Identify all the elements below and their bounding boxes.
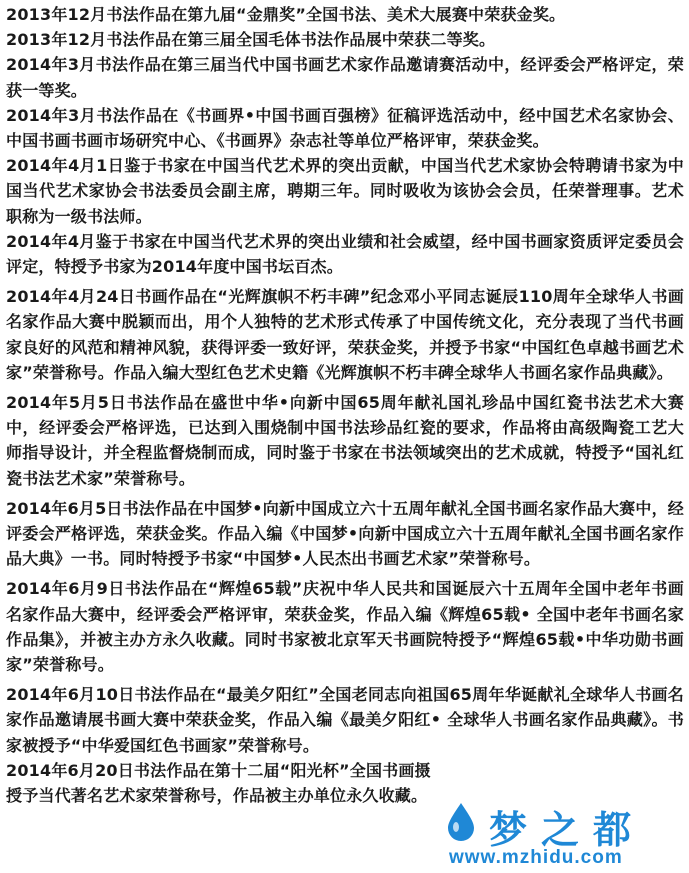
paragraph-award-2014-06-20-sunshine-cup: 2014年6月20日书法作品在第十二届“阳光杯”全国书画摄: [6, 760, 431, 780]
paragraph-award-2013-12-jinding: 2013年12月书法作品在第九届“金鼎奖”全国书法、美术大展赛中荣获金奖。: [6, 5, 566, 24]
paragraph-award-2014-04-24-glory-banner: 2014年4月24日书画作品在“光辉旗帜不朽丰碑”纪念邓小平同志诞辰110周年全球华人书画名家作品大赛中脱颖而出，用个人独特的艺术形式传承了中国传统文化，充分表现了当代书画家良好的风范和精神风貌，获得评委一致好评，荣获金奖，并授予书家“中国红色卓越书画艺术家”荣誉称号。作品入编大型红色艺术史籍《光辉旗帜不朽丰碑全球华人书画名家作品典藏》。: [6, 287, 684, 382]
droplet-logo-icon: [445, 801, 477, 841]
site-watermark: [443, 801, 683, 867]
paragraph-award-2014-03-invitational: 2014年3月书法作品在第三届当代中国书画艺术家作品邀请赛活动中，经评委会严格评定，荣获一等奖。: [6, 55, 684, 100]
paragraph-award-2014-06-05-china-dream: 2014年6月5日书法作品在中国梦•向新中国成立六十五周年献礼全国书画名家作品大赛中，经评委会严格评选，荣获金奖。作品入编《中国梦•向新中国成立六十五周年献礼全国书画名家作品大典》一书。同时特授予书家“中国梦•人民杰出书画艺术家”荣誉称号。: [6, 498, 684, 569]
watermark-site-name: 梦之都: [489, 808, 646, 852]
paragraph-award-2014-04-01-vice-chair: 2014年4月1日鉴于书家在中国当代艺术界的突出贡献，中国当代艺术家协会特聘请书家为中国当代艺术家协会书法委员会副主席，聘期三年。同时吸收为该协会会员，任荣誉理事。艺术职称为一级书法师。: [6, 156, 684, 226]
paragraph-award-2014-06-10-sunset-red: 2014年6月10日书法作品在“最美夕阳红”全国老同志向祖国65周年华诞献礼全球华人书画名家作品邀请展书画大赛中荣获金奖，作品入编《最美夕阳红• 全球华人书画名家作品典藏》。书家被授予“中华爱国红色书画家”荣誉称号。: [6, 685, 684, 755]
paragraph-award-2014-05-05-red-porcelain: 2014年5月5日书法作品在盛世中华•向新中国65周年献礼国礼珍品中国红瓷书法艺术大赛中，经评委会严格评选，已达到入围烧制中国书法珍品红瓷的要求，作品将由高级陶瓷工艺大师指导设计，并全程监督烧制而成，同时鉴于书家在书法领域突出的艺术成就，特授予“国礼红瓷书法艺术家”荣誉称号。: [6, 393, 684, 488]
paragraph-award-2014-04-top100-calligrapher: 2014年4月鉴于书家在中国当代艺术界的突出业绩和社会威望，经中国书画家资质评定委员会评定，特授予书家为2014年度中国书坛百杰。: [6, 231, 684, 277]
watermark-site-url: www.mzhidu.com: [449, 847, 623, 868]
paragraph-award-2014-03-top100: 2014年3月书法作品在《书画界•中国书画百强榜》征稿评选活动中，经中国艺术名家协会、中国书画书画市场研究中心、《书画界》杂志社等单位严格评审，荣获金奖。: [6, 105, 684, 151]
paragraph-award-2013-12-maoti: 2013年12月书法作品在第三届全国毛体书法作品展中荣获二等奖。: [6, 30, 496, 50]
document-body: [6, 2, 684, 808]
paragraph-award-2014-06-09-glorious-65: 2014年6月9日书法作品在“辉煌65载”庆祝中华人民共和国诞辰六十五周年全国中老年书画名家作品大赛中，经评委会严格评审，荣获金奖，作品入编《辉煌65载• 全国中老年书画名家作品集》，并被主办方永久收藏。同时书家被北京军天书画院特授予“辉煌65载•中华功勋书画家”荣誉称号。: [6, 579, 684, 675]
paragraph-award-2014-06-20-continued: 授予当代著名艺术家荣誉称号，作品被主办单位永久收藏。: [6, 786, 428, 806]
